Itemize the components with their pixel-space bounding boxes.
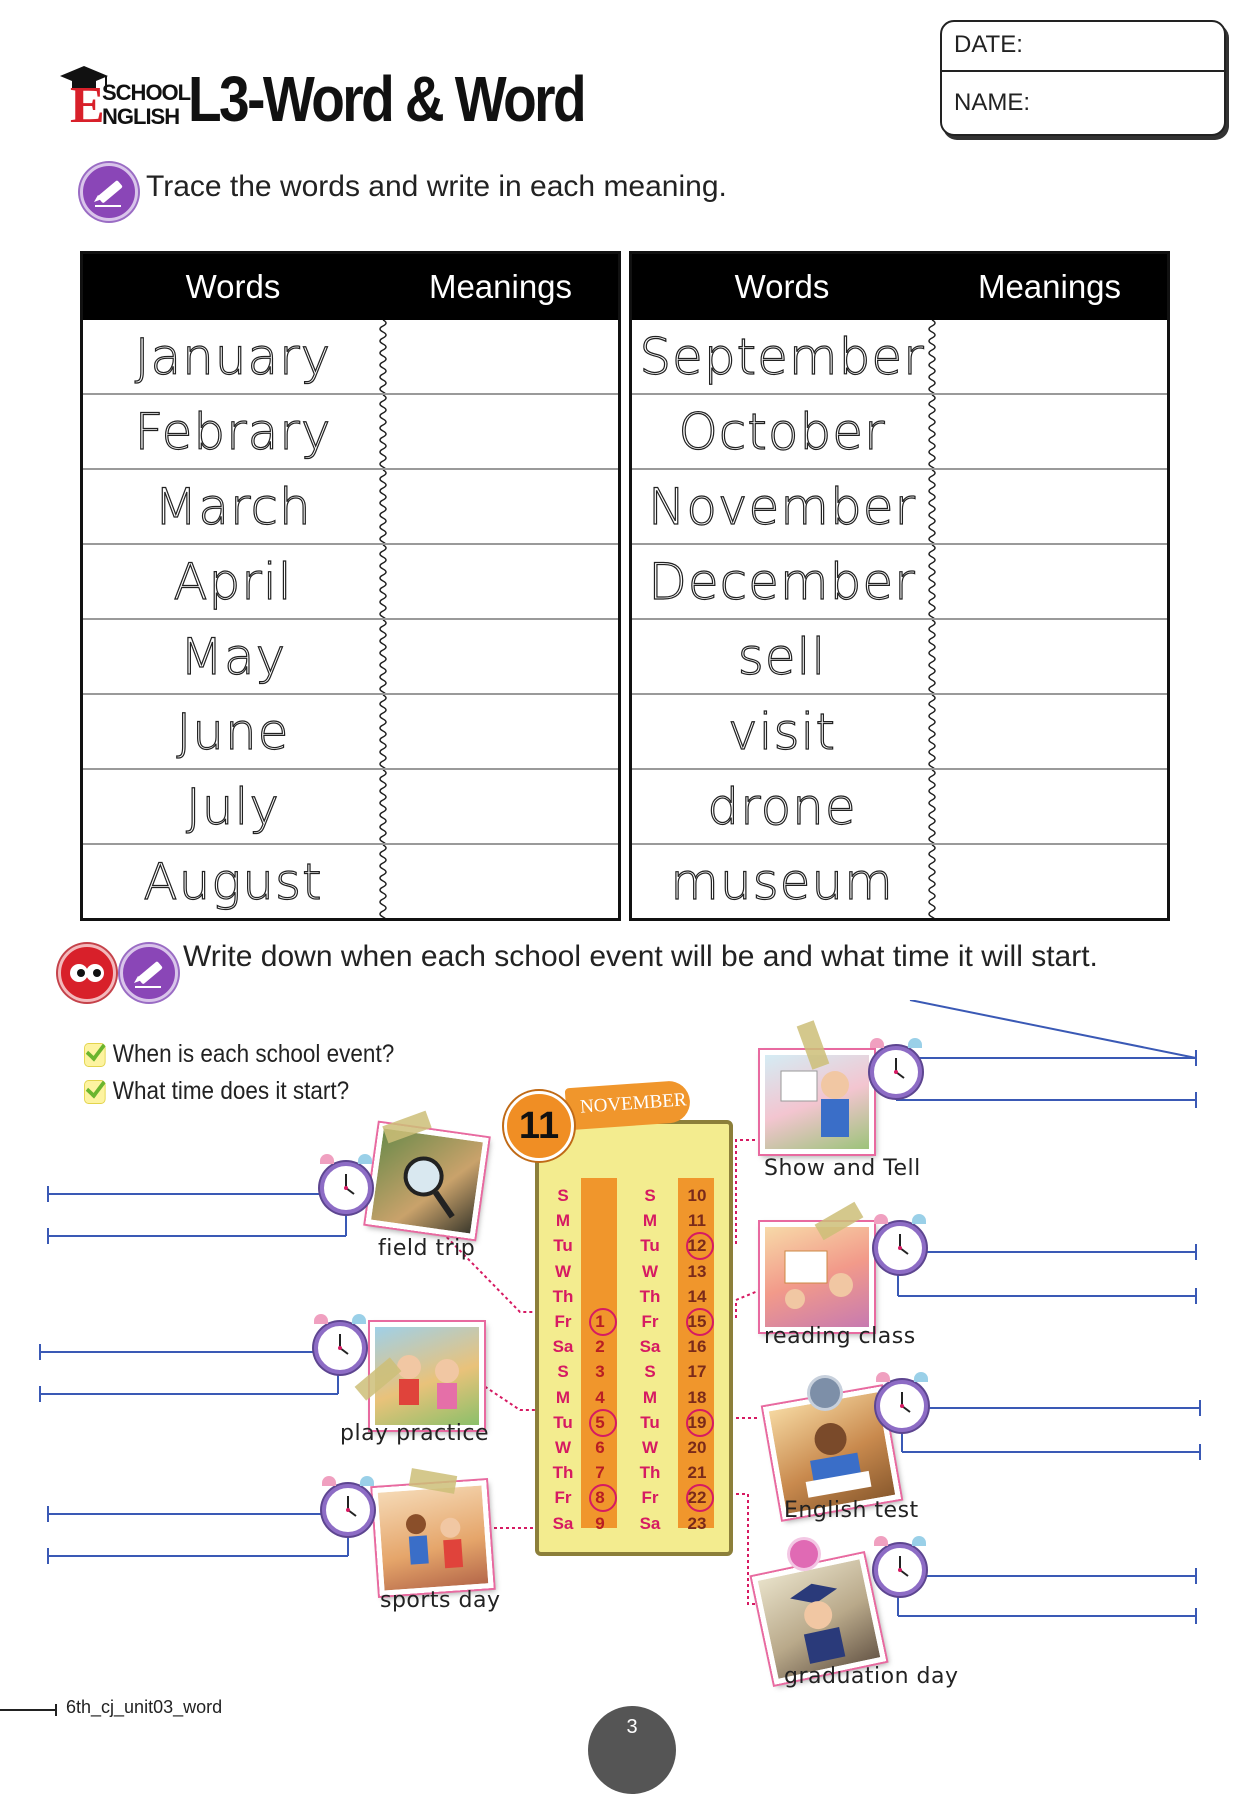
trace-word: January xyxy=(134,327,332,386)
calendar-date: 1 xyxy=(583,1312,617,1332)
calendar-weekday: Th xyxy=(639,1463,661,1483)
page-number: 3 xyxy=(588,1706,676,1794)
wavy-divider xyxy=(376,695,390,768)
col-meanings-header: Meanings xyxy=(977,268,1122,305)
table-row xyxy=(83,320,618,393)
calendar-weekday: Fr xyxy=(554,1312,572,1331)
name-field[interactable]: NAME: xyxy=(954,89,1031,116)
wavy-divider xyxy=(925,770,939,843)
wavy-divider xyxy=(925,545,939,618)
meaning-field[interactable] xyxy=(383,620,618,693)
event-label-show-and-tell: Show and Tell xyxy=(764,1156,921,1181)
calendar-date: 21 xyxy=(687,1463,707,1483)
calendar-weekday: Sa xyxy=(639,1337,661,1357)
calendar-date: 16 xyxy=(687,1337,707,1357)
calendar-date: 15 xyxy=(680,1312,714,1332)
trace-word: November xyxy=(647,477,917,536)
calendar-weekday: W xyxy=(554,1261,572,1281)
trace-word: visit xyxy=(727,702,837,761)
section1-instruction: Trace the words and write in each meaning. xyxy=(146,170,727,203)
calendar-weekday: M xyxy=(555,1387,571,1407)
calendar-date: 20 xyxy=(687,1438,707,1457)
calendar-weekday: Fr xyxy=(554,1488,572,1508)
calendar-weekday: W xyxy=(554,1438,572,1457)
trace-word: September xyxy=(639,327,925,386)
trace-word: museum xyxy=(670,852,894,911)
calendar-date: 9 xyxy=(595,1513,605,1533)
calendar-weekday: Tu xyxy=(640,1236,660,1256)
calendar-weekday: W xyxy=(641,1261,659,1281)
alarm-clock-icon xyxy=(870,1046,922,1098)
trace-word: sell xyxy=(737,627,827,686)
event-label-sports-day: sports day xyxy=(380,1588,501,1613)
eyes-icon xyxy=(58,944,116,1002)
meaning-field[interactable] xyxy=(932,770,1167,843)
wavy-divider xyxy=(376,395,390,468)
meaning-field[interactable] xyxy=(932,695,1167,768)
calendar-weekday: Tu xyxy=(553,1412,573,1432)
calendar-date: 19 xyxy=(680,1413,714,1433)
calendar-weekday: M xyxy=(555,1211,571,1231)
wavy-divider xyxy=(376,770,390,843)
alarm-clock-icon xyxy=(874,1544,926,1596)
calendar-weekday: Tu xyxy=(640,1412,660,1432)
wavy-divider xyxy=(376,545,390,618)
event-label-play-practice: play practice xyxy=(340,1421,490,1446)
calendar-date: 7 xyxy=(595,1463,605,1483)
table-header xyxy=(83,254,618,320)
calendar-date: 3 xyxy=(595,1362,605,1382)
calendar-weekday: Th xyxy=(552,1286,574,1306)
trace-word: August xyxy=(143,852,323,911)
table-row xyxy=(83,843,618,918)
wavy-divider xyxy=(925,320,939,393)
wavy-divider xyxy=(925,620,939,693)
meaning-field[interactable] xyxy=(932,320,1167,393)
calendar-weekday: S xyxy=(557,1186,569,1205)
meaning-field[interactable] xyxy=(383,395,618,468)
meaning-field[interactable] xyxy=(383,695,618,768)
trace-word: December xyxy=(648,552,916,611)
trace-word: Febrary xyxy=(134,402,332,461)
calendar-weekday: M xyxy=(642,1387,658,1407)
calendar-weekday: W xyxy=(641,1438,659,1457)
logo-e: E xyxy=(70,77,105,134)
trace-word: May xyxy=(179,627,287,686)
col-words-header: Words xyxy=(185,268,281,305)
date-name-box xyxy=(940,20,1226,136)
calendar-weekday: Sa xyxy=(552,1513,574,1533)
footer-line xyxy=(0,1700,60,1720)
wavy-divider xyxy=(376,620,390,693)
trace-word: March xyxy=(154,477,312,536)
logo-english: NGLISH xyxy=(102,104,180,129)
alarm-clock-icon xyxy=(322,1484,374,1536)
calendar-date: 12 xyxy=(680,1236,714,1256)
pencil-icon xyxy=(120,944,178,1002)
alarm-clock-icon xyxy=(874,1222,926,1274)
calendar-weekday: Fr xyxy=(641,1488,659,1508)
meaning-field[interactable] xyxy=(383,845,618,918)
footer-code: 6th_cj_unit03_word xyxy=(66,1697,223,1717)
calendar-date: 4 xyxy=(595,1387,605,1407)
calendar-month: NOVEMBER xyxy=(579,1089,688,1118)
sports-day-photo xyxy=(372,1480,493,1596)
logo-school: SCHOOL xyxy=(102,80,191,105)
question-time: What time does it start? xyxy=(84,1077,349,1106)
calendar-weekday: S xyxy=(644,1186,656,1205)
word-table-left xyxy=(80,251,621,921)
wavy-divider xyxy=(925,470,939,543)
trace-word: drone xyxy=(707,777,857,836)
table-row xyxy=(632,843,1167,918)
calendar-month-number: 11 xyxy=(504,1091,574,1161)
calendar-date: 14 xyxy=(687,1286,707,1306)
wavy-divider xyxy=(925,845,939,918)
table-row xyxy=(632,768,1167,843)
field-trip-photo xyxy=(365,1123,488,1239)
meaning-field[interactable] xyxy=(932,395,1167,468)
wavy-divider xyxy=(925,395,939,468)
calendar-date: 5 xyxy=(583,1413,617,1433)
wavy-divider xyxy=(376,845,390,918)
calendar-weekday: Fr xyxy=(641,1312,659,1331)
pencil-icon xyxy=(80,163,138,221)
word-table-right xyxy=(629,251,1170,921)
meaning-field[interactable] xyxy=(932,470,1167,543)
table-row xyxy=(632,693,1167,768)
pushpin-icon xyxy=(810,1378,840,1408)
calendar-date: 17 xyxy=(687,1362,707,1382)
page-title: L3-Word & Word xyxy=(188,63,585,135)
table-row xyxy=(83,393,618,468)
section2-instruction: Write down when each school event will be and what time it will start. xyxy=(183,940,1098,973)
calendar-date: 11 xyxy=(688,1211,706,1231)
alarm-clock-icon xyxy=(876,1380,928,1432)
calendar-date: 10 xyxy=(687,1186,707,1205)
calendar-weekday: Th xyxy=(552,1463,574,1483)
table-row xyxy=(83,768,618,843)
table-row xyxy=(83,693,618,768)
wavy-divider xyxy=(376,320,390,393)
event-label-reading-class: reading class xyxy=(764,1324,916,1349)
calendar-weekday: S xyxy=(644,1362,656,1382)
meaning-field[interactable] xyxy=(383,320,618,393)
trace-word: October xyxy=(678,402,886,461)
pushpin-icon xyxy=(790,1540,818,1568)
calendar-weekday: M xyxy=(642,1211,658,1231)
trace-word: July xyxy=(186,777,280,836)
col-words-header: Words xyxy=(734,268,830,305)
calendar-date: 23 xyxy=(687,1513,707,1533)
meaning-field[interactable] xyxy=(383,545,618,618)
event-label-field-trip: field trip xyxy=(378,1236,476,1261)
calendar-date: 8 xyxy=(583,1488,617,1508)
date-field[interactable]: DATE: xyxy=(942,22,1224,72)
alarm-clock-icon xyxy=(320,1162,372,1214)
meaning-field[interactable] xyxy=(932,545,1167,618)
magnifier-icon xyxy=(371,1128,483,1233)
trace-word: April xyxy=(173,552,293,611)
calendar-date: 13 xyxy=(687,1261,707,1281)
calendar-weekday: Th xyxy=(639,1286,661,1306)
trace-word: June xyxy=(176,702,290,761)
calendar-weekday: Sa xyxy=(639,1513,661,1533)
table-row xyxy=(632,393,1167,468)
table-row xyxy=(632,618,1167,693)
meaning-field[interactable] xyxy=(932,620,1167,693)
event-label-english-test: English test xyxy=(784,1498,919,1523)
event-label-graduation-day: graduation day xyxy=(784,1664,959,1689)
wavy-divider xyxy=(925,695,939,768)
reading-class-photo xyxy=(760,1222,874,1332)
table-row xyxy=(632,320,1167,393)
wavy-divider xyxy=(376,470,390,543)
calendar-weekday: Sa xyxy=(552,1337,574,1357)
meaning-field[interactable] xyxy=(383,470,618,543)
table-row xyxy=(83,543,618,618)
alarm-clock-icon xyxy=(314,1322,366,1374)
table-header xyxy=(632,254,1167,320)
table-row xyxy=(632,468,1167,543)
calendar-weekday: Tu xyxy=(553,1236,573,1256)
col-meanings-header: Meanings xyxy=(428,268,573,305)
calendar-date: 18 xyxy=(687,1387,707,1407)
calendar-date: 22 xyxy=(680,1488,714,1508)
meaning-field[interactable] xyxy=(383,770,618,843)
table-row xyxy=(632,543,1167,618)
meaning-field[interactable] xyxy=(932,845,1167,918)
table-row xyxy=(83,468,618,543)
calendar-date: 2 xyxy=(595,1337,605,1357)
question-when: When is each school event? xyxy=(84,1040,394,1069)
calendar-date: 6 xyxy=(595,1438,605,1457)
calendar-weekday: S xyxy=(557,1362,569,1382)
table-row xyxy=(83,618,618,693)
